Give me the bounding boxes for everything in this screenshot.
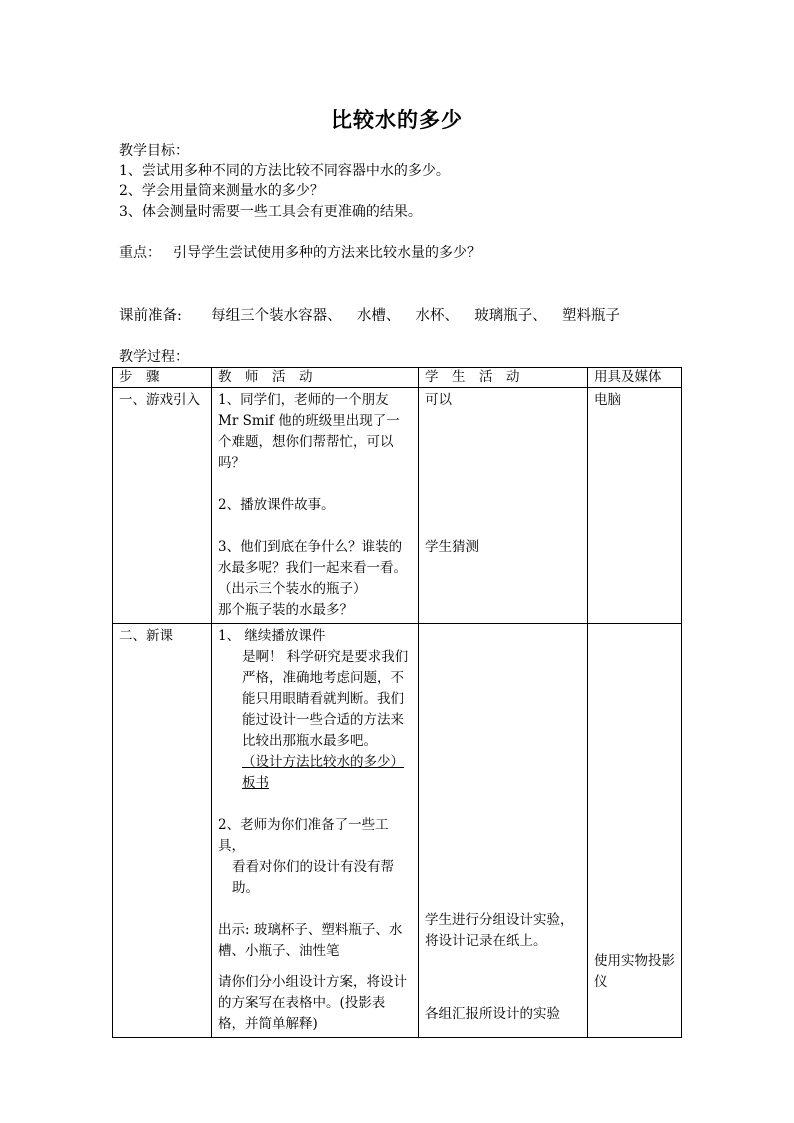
objective-item-3: 3、体会测量时需要一些工具会有更准确的结果。 [119,204,422,220]
header-step: 步 骤 [113,368,212,388]
teacher-paragraph: 那个瓶子装的水最多？ [218,602,353,618]
teacher-paragraph: 出示: 玻璃杯子、塑料瓶子、水槽、小瓶子、油性笔 [218,922,403,959]
preparation-label: 课前准备: [119,308,182,324]
objective-item-1: 1、尝试用多种不同的方法比较不同容器中水的多少。 [119,163,450,179]
student-text: 学生进行分组设计实验，将设计记录在纸上。 [425,912,574,949]
preparation-item: 每组三个装水容器、 [211,308,342,324]
process-heading: 教学过程： [119,349,189,365]
student-text: 学生猜测 [425,539,479,555]
teacher-paragraph: 1、同学们，老师的一个朋友 Mr Smif 他的班级里出现了一个难题，想你们帮帮忙，可以吗？ [218,392,400,471]
page-title: 比较水的多少 [331,107,463,132]
student-text: 各组汇报所设计的实验 [425,1006,560,1022]
header-media: 用具及媒体 [588,368,682,388]
teacher-paragraph: 3、他们到底在争什么？谁装的水最多呢？我们一起来看一看。（出示三个装水的瓶子） [218,539,407,597]
media-text: 使用实物投影仪 [594,953,675,990]
objectives-heading: 教学目标： [119,143,189,159]
teacher-paragraph: 请你们分小组设计方案，将设计的方案写在表格中。(投影表格，并简单解释) [218,974,407,1032]
focus-line [119,242,481,262]
table-header-row [113,368,682,388]
media-cell [588,624,682,1038]
student-text: 可以 [425,392,452,408]
focus-label: 重点： [119,245,161,261]
teacher-cell [212,388,419,624]
objective-item-2: 2、学会用量筒来测量水的多少？ [119,183,324,199]
preparation-item: 水槽、 [356,308,401,324]
teacher-cell [212,624,419,1038]
lesson-table [112,367,682,1038]
teacher-paragraph: 1、 继续播放课件 [218,628,326,644]
teacher-paragraph: 看看对你们的设计有没有帮助。 [232,859,394,896]
teacher-paragraph: 2、播放课件故事。 [218,497,335,513]
focus-text: 引导学生尝试使用多种的方法来比较水量的多少？ [173,245,481,261]
preparation-item: 水杯、 [415,308,460,324]
teacher-paragraph: 2、老师为你们准备了一些工具， [218,817,389,854]
header-teacher: 教 师 活 动 [212,368,419,388]
student-cell [419,388,588,624]
preparation-item: 玻璃瓶子、 [474,308,547,324]
teacher-paragraph: 是啊！ 科学研究是要求我们严格，准确地考虑问题，不能只用眼睛看就判断。我们能过设计一些合适的方法来比较出那瓶水最多吧。 [242,649,409,749]
board-title: （设计方法比较水的多少） [242,754,404,770]
media-cell [588,388,682,624]
table-row [113,388,682,624]
board-note: 板书 [242,775,269,791]
preparation-line [119,304,620,325]
header-student: 学 生 活 动 [419,368,588,388]
preparation-item: 塑料瓶子 [561,308,620,324]
step-cell: 二、新课 [113,624,212,1038]
table-row [113,624,682,1038]
student-cell [419,624,588,1038]
step-cell: 一、游戏引入 [113,388,212,624]
media-text: 电脑 [594,392,621,408]
